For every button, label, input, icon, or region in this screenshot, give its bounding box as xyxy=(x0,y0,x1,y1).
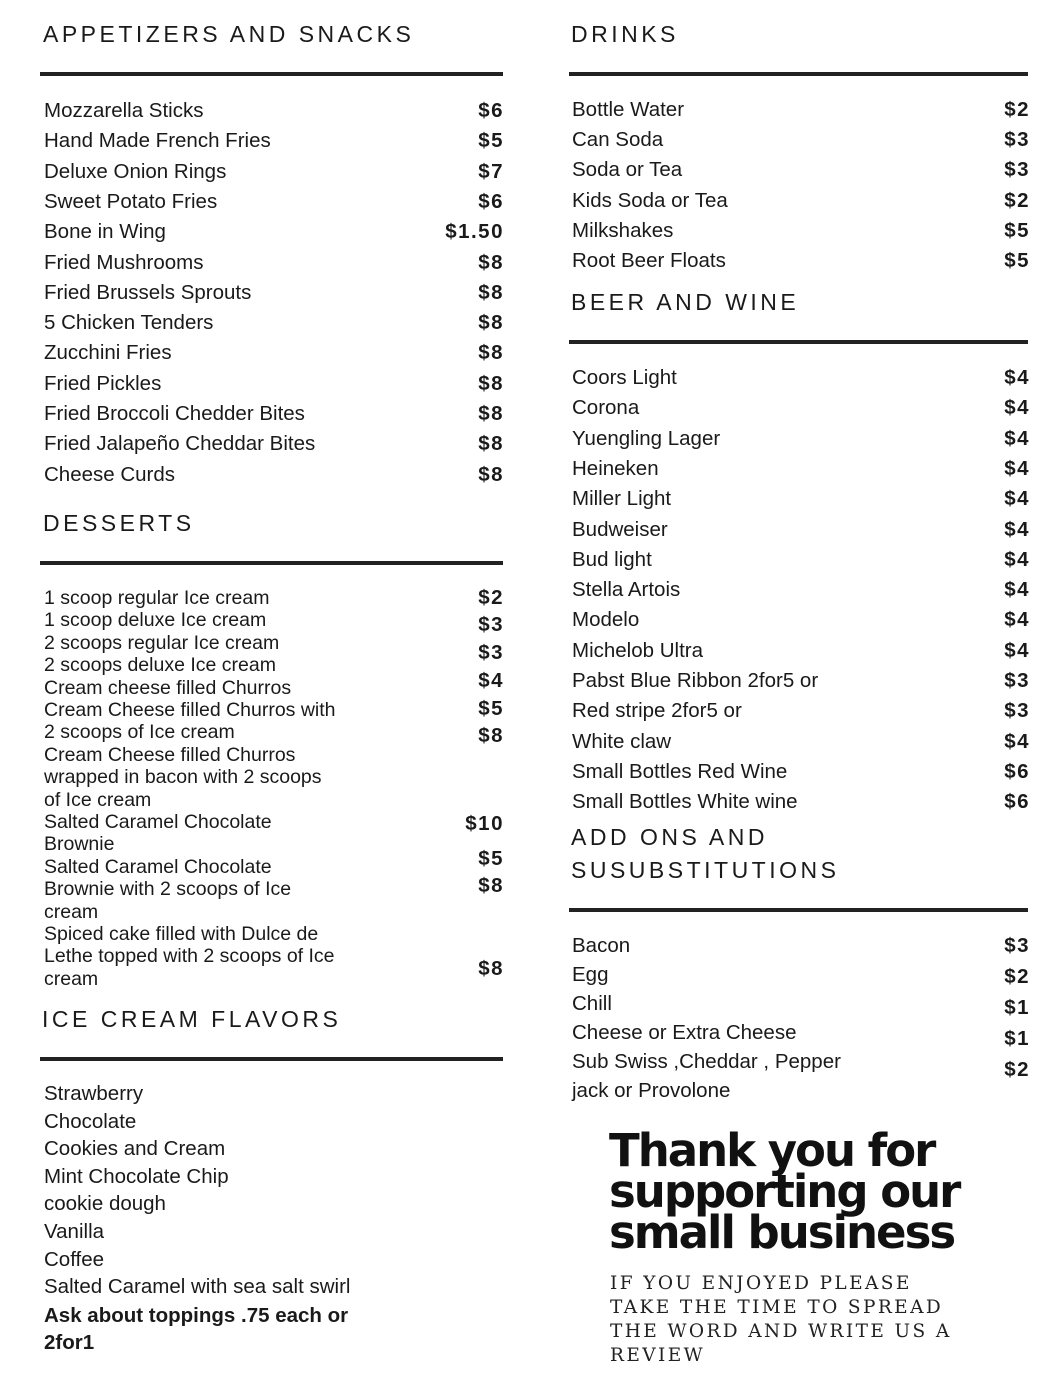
dessert-line: 2 scoops deluxe Ice cream xyxy=(44,654,276,677)
dessert-line: Cream cheese filled Churros xyxy=(44,676,292,699)
dessert-price: $8 xyxy=(478,874,504,897)
flavor-item: Vanilla xyxy=(44,1220,105,1243)
menu-item-price: $3 xyxy=(1004,699,1030,723)
menu-item-name: Corona xyxy=(572,396,640,420)
ice-cream-heading: ICE CREAM FLAVORS xyxy=(42,1006,342,1032)
menu-item-name: Budweiser xyxy=(572,517,668,541)
drinks-heading: DRINKS xyxy=(571,21,679,47)
dessert-line: 1 scoop deluxe Ice cream xyxy=(44,609,267,632)
addon-line: Chill xyxy=(572,992,612,1015)
beer-wine-heading: BEER AND WINE xyxy=(571,289,800,315)
menu-item-price: $4 xyxy=(1004,366,1030,389)
thank-you-line: supporting our xyxy=(609,1165,960,1218)
menu-item-price: $4 xyxy=(1004,517,1030,541)
menu-item-name: Deluxe Onion Rings xyxy=(44,159,227,183)
menu-item-price: $3 xyxy=(1004,669,1030,692)
menu-item-name: Fried Brussels Sprouts xyxy=(44,280,252,304)
menu-item-price: $4 xyxy=(1004,396,1030,420)
menu-item-price: $7 xyxy=(478,159,504,183)
menu-item-name: Milkshakes xyxy=(572,218,674,242)
menu-item-name: Bone in Wing xyxy=(44,220,166,244)
menu-item-name: Bud light xyxy=(572,547,652,571)
menu-item-price: $2 xyxy=(1004,98,1030,121)
review-line: THE WORD AND WRITE US A xyxy=(610,1321,952,1342)
menu-item-price: $4 xyxy=(1004,578,1030,602)
flavor-item: Strawberry xyxy=(44,1082,144,1105)
dessert-line: Lethe topped with 2 scoops of Ice xyxy=(44,945,335,968)
thank-you-line: Thank you for xyxy=(609,1124,935,1177)
dessert-price: $5 xyxy=(478,697,504,720)
addon-line: Sub Swiss ,Cheddar , Pepper xyxy=(572,1050,841,1073)
dessert-price: $5 xyxy=(478,847,504,870)
dessert-price: $8 xyxy=(478,724,504,747)
dessert-line: Brownie xyxy=(44,833,115,856)
toppings-note: Ask about toppings .75 each or xyxy=(44,1304,349,1327)
review-line: REVIEW xyxy=(610,1345,706,1366)
beer-wine-divider xyxy=(569,340,1028,344)
addon-price: $2 xyxy=(1004,965,1030,988)
dessert-price: $3 xyxy=(478,641,504,664)
menu-item-price: $8 xyxy=(478,402,504,425)
thank-you-message xyxy=(609,1124,960,1259)
dessert-price: $3 xyxy=(478,613,504,636)
menu-item-name: Modelo xyxy=(572,608,640,632)
menu-item-name: White claw xyxy=(572,729,672,753)
dessert-line: wrapped in bacon with 2 scoops xyxy=(44,766,322,789)
addon-price: $2 xyxy=(1004,1058,1030,1081)
menu-item-name: Small Bottles White wine xyxy=(572,790,798,814)
menu-item-price: $5 xyxy=(1004,249,1030,272)
addon-line: Egg xyxy=(572,963,609,986)
flavor-item: Coffee xyxy=(44,1247,105,1271)
menu-item-price: $8 xyxy=(478,341,504,365)
dessert-line: cream xyxy=(44,967,99,990)
flavor-item: Chocolate xyxy=(44,1109,137,1133)
menu-item-name: Hand Made French Fries xyxy=(44,129,271,153)
menu-item-price: $2 xyxy=(1004,188,1030,212)
menu-item-price: $6 xyxy=(1004,790,1030,814)
menu-item-price: $4 xyxy=(1004,456,1030,480)
menu-item-name: Small Bottles Red Wine xyxy=(572,759,788,783)
menu-item-name: Michelob Ultra xyxy=(572,638,704,662)
dessert-price: $8 xyxy=(478,957,504,980)
menu-item-price: $8 xyxy=(478,432,504,456)
menu-item-name: Can Soda xyxy=(572,128,664,152)
addon-line: Bacon xyxy=(572,934,631,957)
menu-item-price: $6 xyxy=(478,189,504,213)
addon-price: $3 xyxy=(1004,934,1030,957)
addon-line: Cheese or Extra Cheese xyxy=(572,1021,797,1044)
menu-item-name: Fried Jalapeño Cheddar Bites xyxy=(44,432,316,456)
dessert-line: 1 scoop regular Ice cream xyxy=(44,587,270,609)
dessert-line: cream xyxy=(44,900,99,923)
menu-item-name: Miller Light xyxy=(572,487,672,511)
dessert-line: 2 scoops regular Ice cream xyxy=(44,631,280,654)
dessert-price: $4 xyxy=(478,669,504,692)
drinks-divider xyxy=(569,72,1028,76)
menu-item-price: $3 xyxy=(1004,158,1030,182)
addon-price: $1 xyxy=(1004,996,1030,1019)
menu-item-price: $4 xyxy=(1004,608,1030,632)
menu-item-price: $4 xyxy=(1004,426,1030,450)
flavor-item: Salted Caramel with sea salt swirl xyxy=(44,1275,351,1299)
menu-item-price: $1.50 xyxy=(445,220,504,244)
menu-item-name: Pabst Blue Ribbon 2for5 or xyxy=(572,669,819,692)
menu-item-name: Sweet Potato Fries xyxy=(44,189,218,213)
menu-item-price: $6 xyxy=(1004,759,1030,783)
addons-heading: ADD ONS AND xyxy=(571,824,768,850)
menu-item-name: Root Beer Floats xyxy=(572,249,726,272)
menu-item-price: $6 xyxy=(478,99,504,122)
dessert-line: Salted Caramel Chocolate xyxy=(44,855,272,878)
flavor-item: cookie dough xyxy=(44,1192,166,1216)
menu-item-name: Yuengling Lager xyxy=(572,426,721,450)
menu-item-name: Heineken xyxy=(572,456,659,480)
ice-cream-divider xyxy=(40,1057,503,1061)
desserts-heading: DESSERTS xyxy=(43,510,195,536)
review-line: IF YOU ENJOYED PLEASE xyxy=(610,1273,912,1294)
menu-item-name: Red stripe 2for5 or xyxy=(572,699,742,723)
menu-item-name: Fried Pickles xyxy=(44,371,162,395)
menu-item-name: Mozzarella Sticks xyxy=(44,99,204,122)
dessert-line: of Ice cream xyxy=(44,788,152,811)
menu-item-price: $8 xyxy=(478,371,504,395)
menu-item-name: Fried Broccoli Chedder Bites xyxy=(44,402,305,425)
menu-item-name: Stella Artois xyxy=(572,578,681,602)
menu-item-price: $4 xyxy=(1004,729,1030,753)
menu-item-price: $3 xyxy=(1004,128,1030,152)
menu-item-price: $8 xyxy=(478,250,504,274)
menu-item-name: Soda or Tea xyxy=(572,158,683,182)
desserts-divider xyxy=(40,561,503,565)
menu-item-name: 5 Chicken Tenders xyxy=(44,311,214,335)
menu-item-price: $4 xyxy=(1004,487,1030,511)
review-line: TAKE THE TIME TO SPREAD xyxy=(610,1297,944,1318)
addons-divider xyxy=(569,908,1028,912)
thank-you-line: small business xyxy=(609,1206,955,1259)
flavor-item: Cookies and Cream xyxy=(44,1137,226,1161)
menu-item-price: $4 xyxy=(1004,547,1030,571)
dessert-line: 2 scoops of Ice cream xyxy=(44,721,235,744)
dessert-line: Cream Cheese filled Churros with xyxy=(44,699,336,721)
menu-item-price: $8 xyxy=(478,462,504,486)
menu-item-name: Coors Light xyxy=(572,366,677,389)
addon-line: jack or Provolone xyxy=(572,1079,731,1102)
menu-item-name: Bottle Water xyxy=(572,98,685,121)
appetizers-divider xyxy=(40,72,503,76)
dessert-line: Salted Caramel Chocolate xyxy=(44,811,272,833)
menu-item-price: $5 xyxy=(478,129,504,153)
appetizers-heading: APPETIZERS AND SNACKS xyxy=(43,21,415,47)
dessert-price: $2 xyxy=(478,586,504,609)
toppings-note-continued: 2for1 xyxy=(44,1331,95,1354)
menu-item-name: Zucchini Fries xyxy=(44,341,172,365)
menu-item-name: Kids Soda or Tea xyxy=(572,188,728,212)
dessert-line: Spiced cake filled with Dulce de xyxy=(44,923,319,945)
dessert-line: Brownie with 2 scoops of Ice xyxy=(44,878,292,901)
menu-item-name: Cheese Curds xyxy=(44,462,176,486)
flavor-item: Mint Chocolate Chip xyxy=(44,1164,229,1188)
menu-item-price: $8 xyxy=(478,311,504,335)
addon-price: $1 xyxy=(1004,1027,1030,1050)
dessert-line: Cream Cheese filled Churros xyxy=(44,743,296,766)
menu-item-price: $5 xyxy=(1004,218,1030,242)
menu-item-price: $8 xyxy=(478,280,504,304)
addons-heading-continued: SUSUBSTITUTIONS xyxy=(571,857,840,883)
menu-item-price: $4 xyxy=(1004,638,1030,662)
review-request xyxy=(610,1272,952,1368)
dessert-price: $10 xyxy=(465,812,504,835)
menu-item-name: Fried Mushrooms xyxy=(44,250,204,274)
